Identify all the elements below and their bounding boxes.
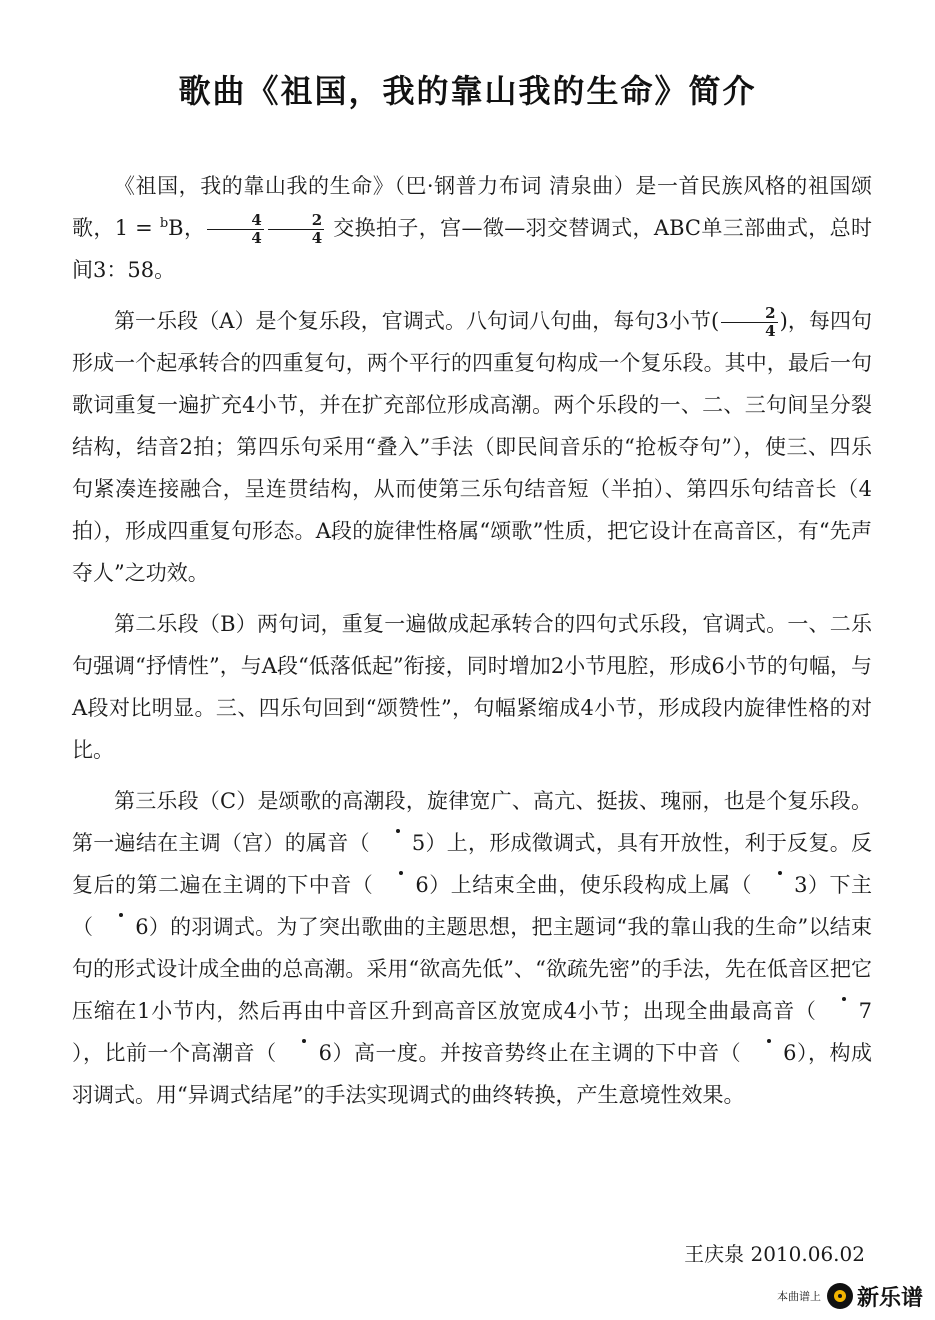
section-c-text-d: ）下主（ — [72, 873, 873, 939]
key-name: B， — [168, 216, 206, 240]
paragraph-section-c — [72, 780, 872, 1116]
section-c-text-c: ）上结束全曲，使乐段构成上属（ — [428, 873, 753, 897]
intro-text-a: 《祖国，我的靠山我的生命》（巴·钢普力布词 清泉曲）是一首民族风格的祖国颂歌，1 = — [72, 174, 872, 240]
note-6-dotted: 6 — [741, 1043, 796, 1064]
time-sig-2-denominator: 4 — [311, 229, 323, 247]
note-6-dotted: 6 — [277, 1043, 332, 1064]
site-logo — [777, 1281, 923, 1311]
time-sig-3-denominator: 4 — [765, 322, 776, 340]
flat-sign: b — [159, 216, 169, 231]
logo-prefix: 本曲谱上 — [776, 1290, 821, 1303]
record-disc-icon — [827, 1283, 853, 1309]
section-c-text-e: ）的羽调式。为了突出歌曲的主题思想，把主题词“我的靠山我的生命”以结束句的形式设计成全曲的总高潮。采用“欲高先低”、“欲疏先密”的手法，先在低音区把它压缩在1小节内，然后再由中音区升到高音区放宽成4小节；出现全曲最高音（ — [72, 915, 873, 1023]
section-a-text-b: )，每四句形成一个起承转合的四重复句，两个平行的四重复句构成一个复乐段。其中，最后一句歌词重复一遍扩充4小节，并在扩充部位形成高潮。两个乐段的一、二、三句间呈分裂结构，结音2拍；第四乐句采用“叠入”手法（即民间音乐的“抢板夺句”），使三、四乐句紧凑连接融合，呈连贯结构，从而使第三乐句结音短（半拍）、第四乐句结音长（4拍），形成四重复句形态。A段的旋律性格属“颂歌”性质，把它设计在高音区，有“先声夺人”之功效。 — [72, 309, 873, 585]
note-6-dotted: 6 — [373, 875, 428, 896]
time-sig-3-numerator: 2 — [721, 305, 777, 323]
paragraph-intro — [72, 165, 872, 291]
note-6-dotted: 6 — [93, 917, 148, 938]
note-5-dotted: 5 — [370, 833, 425, 854]
author-signature: 王庆泉 2010.06.02 — [684, 1242, 865, 1266]
section-c-text-b: ）上，形成徵调式，具有开放性，利于反复。反复后的第二遍在主调的下中音（ — [72, 831, 873, 897]
section-a-text-a: 第一乐段（A）是个复乐段，官调式。八句词八句曲，每句3小节( — [114, 309, 720, 333]
note-3-dotted: 3 — [752, 875, 807, 896]
section-c-text-h: ），构成羽调式。用“异调式结尾”的手法实现调式的曲终转换，产生意境性效果。 — [72, 1041, 873, 1107]
paragraph-section-b: 第二乐段（B）两句词，重复一遍做成起承转合的四句式乐段，官调式。一、二乐句强调“抒情性”，与A段“低落低起”衔接，同时增加2小节甩腔，形成6小节的句幅，与A段对比明显。三、四乐句回到“颂赞性”，句幅紧缩成4小节，形成段内旋律性格的对比。 — [72, 612, 872, 762]
section-c-text-g: ）高一度。并按音势终止在主调的下中音（ — [331, 1041, 742, 1065]
time-sig-2-numerator: 2 — [268, 212, 324, 230]
section-c-text-a: 第三乐段（C）是颂歌的高潮段，旋律宽广、高亢、挺拔、瑰丽，也是个复乐段。第一遍结在主调（宫）的属音（ — [72, 789, 872, 855]
time-sig-1-denominator: 4 — [251, 229, 262, 247]
note-7-dotted: 7 — [817, 1001, 872, 1022]
paragraph-section-a — [72, 300, 872, 594]
time-signature-2 — [268, 212, 324, 247]
section-c-text-f: ），比前一个高潮音（ — [72, 1041, 277, 1065]
document-title: 歌曲《祖国，我的靠山我的生命》简介 — [178, 72, 757, 110]
article-body — [72, 165, 872, 1125]
intro-text-b: 交换拍子，宫—徵—羽交替调式，ABC单三部曲式，总时间3：58。 — [72, 216, 872, 282]
time-signature-3 — [721, 305, 777, 340]
time-sig-1-numerator: 4 — [207, 212, 263, 230]
time-signature-1 — [207, 212, 263, 247]
logo-brand: 新乐谱 — [856, 1285, 923, 1311]
